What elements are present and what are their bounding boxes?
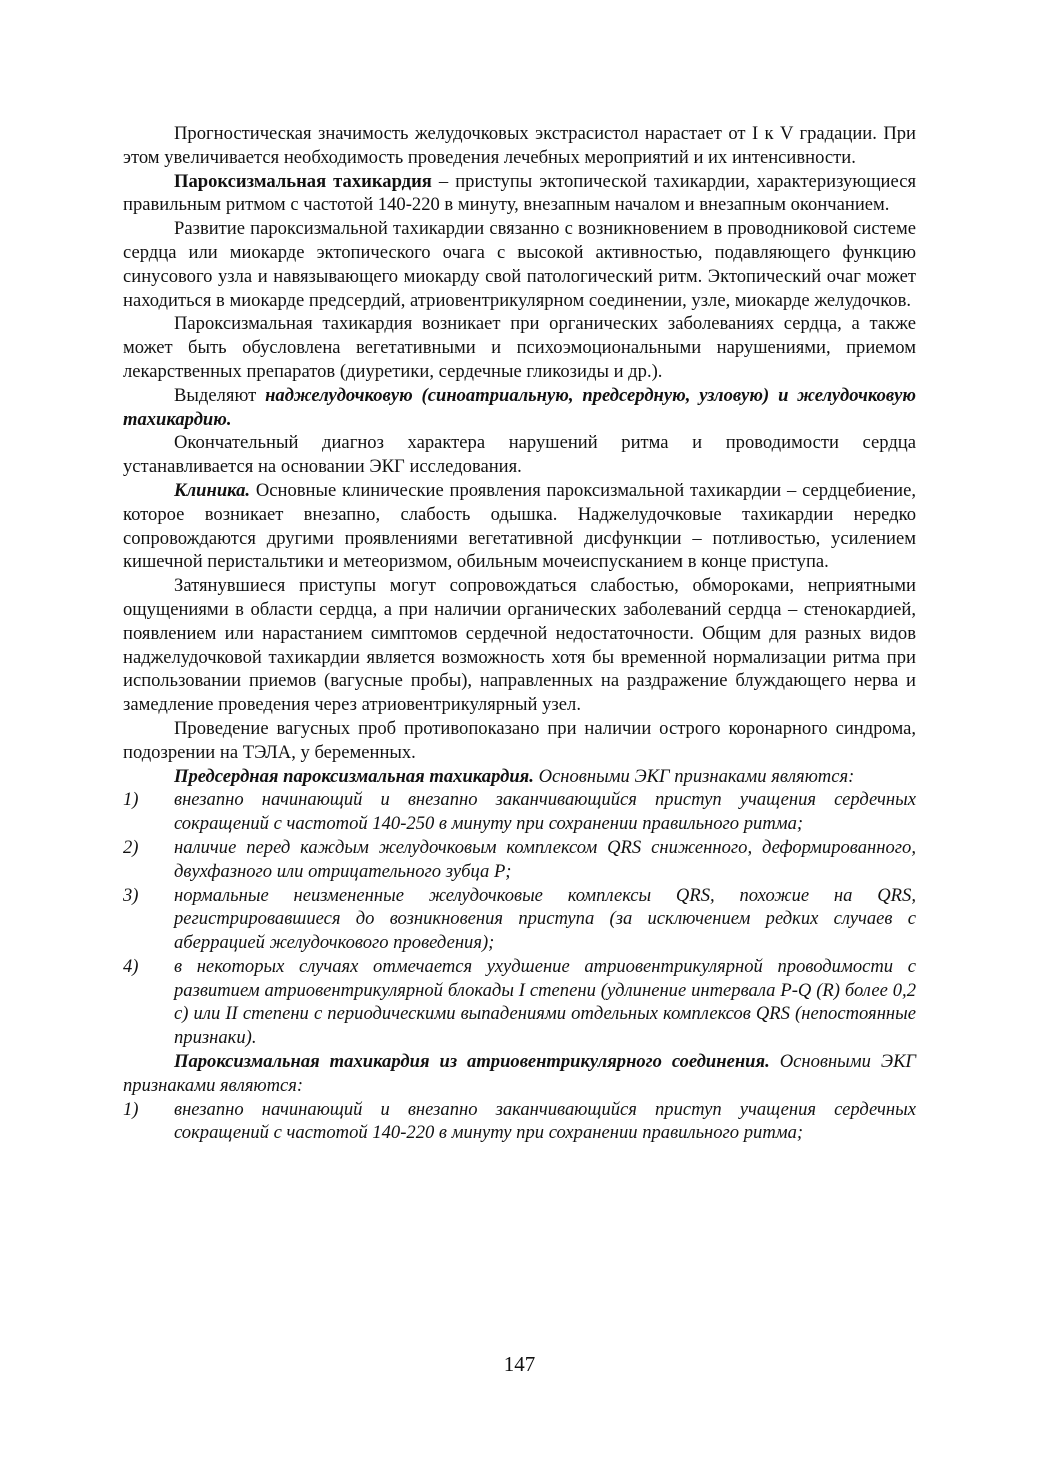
paragraph-text: Основными ЭКГ признаками являются:	[123, 1051, 916, 1096]
list-item	[123, 836, 916, 884]
paragraph-text: Развитие пароксизмальной тахикардии связанно с возникновением в проводниковой системе сердца или миокарде эктопического очага с высокой активностью, подавляющего функцию синусового узла и навязывающего миокарду свой патологический ритм. Эктопический очаг может находиться в миокарде предсердий, атриовентрикулярном соединении, узле, миокарде желудочков.	[123, 218, 916, 311]
paragraph-text: Пароксизмальная тахикардия возникает при органических заболеваниях сердца, а также может быть обусловлена вегетативными и психоэмоциональными нарушениями, приемом лекарственных препаратов (диуретики, сердечные гликозиды и др.).	[123, 313, 916, 382]
paragraph-pathogenesis	[123, 217, 916, 312]
paragraph-text: Затянувшиеся приступы могут сопровождаться слабостью, обмороками, неприятными ощущениями в области сердца, а при наличии органических заболеваний сердца – стенокардией, появлением или нарастанием симптомов сердечной недостаточности. Общим для разных видов наджелудочковой тахикардии является возможность хотя бы временной нормализации ритма при использовании приемов (вагусные пробы), направленных на раздражение блуждающего нерва и замедление проведения через атриовентрикулярный узел.	[123, 575, 916, 716]
term-atrial-tachycardia: Предсердная пароксизмальная тахикардия.	[174, 765, 534, 787]
paragraph-prognosis	[123, 122, 916, 170]
term-paroxysmal-tachycardia: Пароксизмальная тахикардия	[174, 170, 432, 192]
list-item-text: в некоторых случаях отмечается ухудшение атриовентрикулярной проводимости с развитием атриовентрикулярной блокады I степени (удлинение интервала P-Q (R) более 0,2 с) или II степени с периодическими выпадениями отдельных комплексов QRS (непостоянные признаки).	[174, 955, 916, 1049]
paragraph-text: Выделяют	[174, 384, 266, 406]
list-item	[123, 1098, 916, 1146]
list-item-number: 1)	[123, 789, 139, 811]
list-item-text: наличие перед каждым желудочковым комплексом QRS сниженного, деформированного, двухфазного или отрицательного зубца P;	[174, 836, 916, 882]
av-junction-ecg-signs-list	[123, 1098, 916, 1146]
paragraph-definition	[123, 170, 916, 218]
list-item-text: внезапно начинающий и внезапно заканчивающийся приступ учащения сердечных сокращений с частотой 140-220 в минуту при сохранении правильного ритма;	[174, 1098, 916, 1144]
paragraph-clinic	[123, 479, 916, 574]
list-item-number: 1)	[123, 1098, 139, 1120]
paragraph-atrial-tachycardia	[123, 765, 916, 789]
page-number: 147	[503, 1352, 536, 1376]
classification-emphasis: наджелудочковую (синоатриальную, предсердную, узловую) и желудочковую тахикардию.	[123, 384, 916, 430]
paragraph-text: Проведение вагусных проб противопоказано при наличии острого коронарного синдрома, подозрении на ТЭЛА, у беременных.	[123, 717, 916, 763]
term-clinic: Клиника.	[174, 479, 251, 501]
list-item-number: 4)	[123, 955, 139, 977]
paragraph-av-junction-tachycardia	[123, 1050, 916, 1098]
list-item	[123, 788, 916, 836]
list-item-number: 2)	[123, 836, 139, 858]
paragraph-prolonged-attacks	[123, 574, 916, 717]
list-item-text: внезапно начинающий и внезапно заканчивающийся приступ учащения сердечных сокращений с частотой 140-250 в минуту при сохранении правильного ритма;	[174, 789, 916, 835]
paragraph-text: Основные клинические проявления пароксизмальной тахикардии – сердцебиение, которое возникает внезапно, слабость одышка. Наджелудочковые тахикардии нередко сопровождаются другими проявлениями вегетативной дисфункции – потливостью, усилением кишечной перистальтики и метеоризмом, обильным мочеиспусканием в конце приступа.	[123, 479, 916, 573]
paragraph-text: Основными ЭКГ признаками являются:	[533, 765, 855, 787]
list-item-text: нормальные неизмененные желудочковые комплексы QRS, похожие на QRS, регистрировавшиеся до возникновения приступа (за исключением редких случаев с аберрацией желудочкового проведения);	[174, 884, 916, 954]
atrial-ecg-signs-list	[123, 788, 916, 1050]
paragraph-classification	[123, 384, 916, 432]
list-item-number: 3)	[123, 884, 139, 906]
list-item	[123, 955, 916, 1050]
page-body	[123, 122, 916, 1145]
paragraph-etiology	[123, 312, 916, 383]
paragraph-text: Окончательный диагноз характера нарушений ритма и проводимости сердца устанавливается на основании ЭКГ исследования.	[123, 432, 916, 478]
paragraph-diagnosis	[123, 431, 916, 479]
paragraph-vagal-contraindications	[123, 717, 916, 765]
paragraph-text: – приступы эктопической тахикардии, характеризующиеся правильным ритмом с частотой 140-220 в минуту, внезапным началом и внезапным окончанием.	[123, 170, 916, 216]
list-item	[123, 884, 916, 955]
term-av-junction-tachycardia: Пароксизмальная тахикардия из атриовентрикулярного соединения.	[174, 1051, 770, 1073]
paragraph-text: Прогностическая значимость желудочковых экстрасистол нарастает от I к V градации. При этом увеличивается необходимость проведения лечебных мероприятий и их интенсивности.	[123, 123, 916, 168]
